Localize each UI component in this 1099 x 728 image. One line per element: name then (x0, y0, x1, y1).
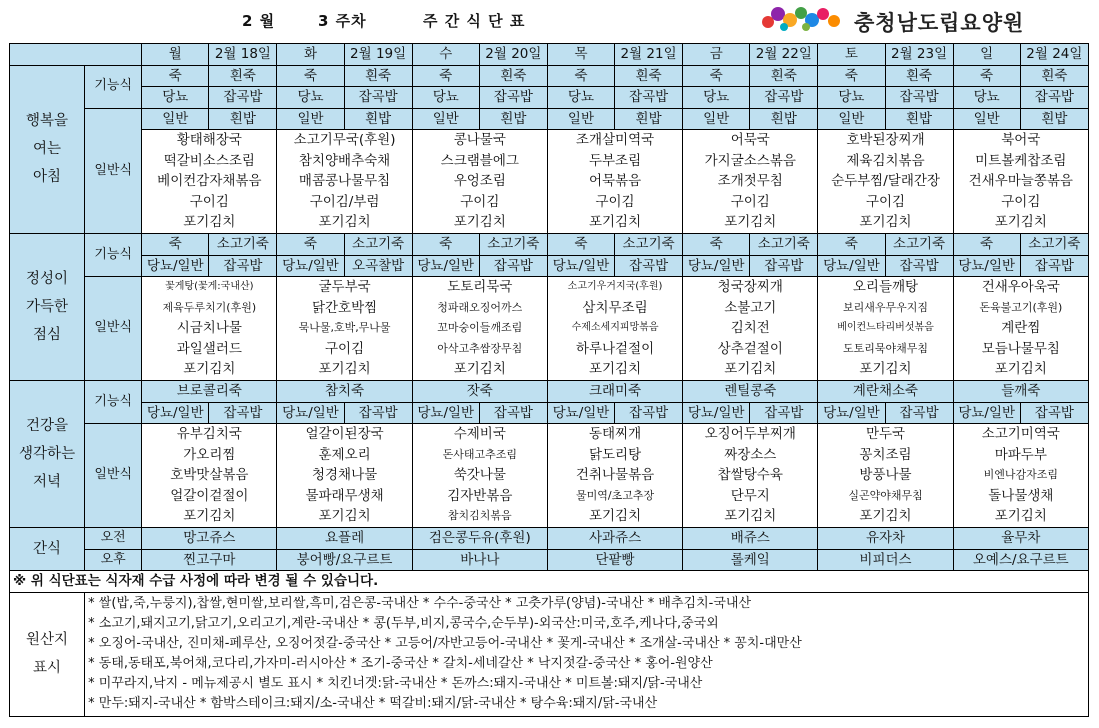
menu-item: 김자반볶음 (447, 487, 513, 504)
lunch-title (10, 234, 85, 381)
diabetic-cell: 잡곡밥 (750, 87, 818, 109)
menu-item: 점심 (33, 327, 62, 343)
dinner-general-label: 일반식 (85, 424, 142, 528)
menu-item: 김치전 (730, 320, 770, 337)
origin-title (10, 592, 85, 716)
porridge-cell: 죽 (277, 65, 344, 87)
menu-item: 구이김/부럼 (309, 193, 380, 210)
menu-item: 동태찌개 (588, 426, 642, 443)
menu-item: 청국장찌개 (717, 279, 783, 296)
menu-item: 돌나물생채 (988, 487, 1054, 504)
menu-item: 포기김치 (588, 361, 642, 378)
porridge-cell: 죽 (953, 65, 1020, 87)
diabetic-cell: 잡곡밥 (885, 255, 953, 277)
menu-title: 주 간 식 단 표 (423, 12, 526, 30)
porridge-cell: 잣죽 (412, 381, 547, 403)
diabetic-cell: 잡곡밥 (1020, 87, 1088, 109)
menu-item: 돈육불고기(후원) (979, 300, 1063, 314)
breakfast-general-cell (142, 130, 277, 234)
dinner-functional-label: 기능식 (85, 381, 142, 424)
general-rice-cell: 흰밥 (615, 108, 683, 130)
diabetic-cell: 잡곡밥 (615, 402, 683, 424)
menu-item: 스크램블에그 (440, 152, 519, 169)
menu-item: 떡갈비소스조림 (163, 152, 255, 169)
diabetic-cell: 잡곡밥 (885, 87, 953, 109)
porridge-cell: 죽 (818, 65, 885, 87)
snack-title: 간식 (10, 528, 85, 571)
breakfast-title (10, 65, 85, 234)
day-date: 2월 23일 (885, 44, 953, 66)
menu-item: 우엉조림 (453, 173, 506, 190)
menu-item: 포기김치 (724, 214, 777, 231)
menu-item: 짜장소스 (724, 446, 777, 463)
menu-item: 황태해장국 (176, 132, 242, 149)
menu-item: 포기김치 (183, 361, 236, 378)
dinner-general-cell (277, 424, 412, 528)
snack-am-cell: 망고쥬스 (142, 528, 277, 550)
diabetic-cell: 당뇨 (412, 87, 479, 109)
menu-item: 구이김 (325, 340, 365, 357)
corner-cell (10, 44, 142, 66)
menu-item: 오리들깨탕 (852, 279, 919, 296)
diabetic-cell: 잡곡밥 (1020, 255, 1088, 277)
menu-item: 닭도리탕 (588, 446, 642, 463)
diabetic-cell: 당뇨/일반 (547, 402, 614, 424)
diabetic-cell: 당뇨/일반 (412, 255, 479, 277)
origin-line: * 쌀(밥,죽,누룽지),찹쌀,현미쌀,보리쌀,흑미,검은콩-국내산 * 수수-중국산 * 고춧가루(양념)-국내산 * 배추김치-국내산 (88, 596, 752, 611)
menu-item: 시금치나물 (176, 320, 242, 337)
diabetic-cell: 당뇨/일반 (277, 402, 344, 424)
menu-item: 포기김치 (724, 361, 777, 378)
notice-text: ※ 위 식단표는 식자재 수급 사정에 따라 변경 될 수 있습니다. (10, 571, 1089, 593)
porridge-cell: 죽 (953, 234, 1020, 256)
menu-item: 삼치무조림 (582, 299, 648, 316)
day-name: 일 (953, 44, 1020, 66)
menu-item: 건취나물볶음 (575, 467, 655, 484)
menu-item: 건강을 (26, 418, 69, 434)
origin-line: * 동태,동태포,북어채,코다리,가자미-러시아산 * 조기-중국산 * 갈치-세네갈산 * 낙지젓갈-중국산 * 홍어-원양산 (88, 656, 713, 671)
porridge-cell: 소고기죽 (885, 234, 953, 256)
snack-am-cell: 사과쥬스 (547, 528, 682, 550)
menu-item: 도토리묵야채무침 (843, 341, 929, 355)
general-rice-cell: 흰밥 (885, 108, 953, 130)
diabetic-cell: 당뇨 (277, 87, 344, 109)
diabetic-cell: 당뇨/일반 (142, 255, 209, 277)
menu-item: 포기김치 (453, 361, 506, 378)
general-rice-cell: 흰밥 (479, 108, 547, 130)
dinner-general-cell (953, 424, 1088, 528)
porridge-cell: 죽 (683, 234, 750, 256)
snack-pm-label: 오후 (85, 549, 142, 571)
diabetic-cell: 잡곡밥 (615, 87, 683, 109)
menu-item: 표시 (33, 660, 62, 676)
diabetic-cell: 잡곡밥 (1020, 402, 1088, 424)
menu-item: 굴두부국 (318, 279, 371, 296)
snack-pm-cell: 단팥빵 (547, 549, 682, 571)
menu-item: 건새우아욱국 (981, 279, 1060, 296)
menu-item: 만두국 (865, 426, 906, 443)
day-name: 목 (547, 44, 614, 66)
menu-item: 꽃게탕(꽃게:국내산) (165, 281, 254, 293)
menu-item: 호박된장찌개 (846, 132, 925, 149)
menu-item: 비엔나감자조림 (983, 468, 1058, 482)
general-rice-cell: 일반 (953, 108, 1020, 130)
menu-item: 포기김치 (183, 508, 236, 525)
diabetic-cell: 당뇨/일반 (412, 402, 479, 424)
origin-list (85, 592, 1089, 716)
day-name: 수 (412, 44, 479, 66)
menu-item: 포기김치 (859, 508, 912, 525)
porridge-cell: 흰죽 (344, 65, 412, 87)
porridge-cell: 죽 (547, 65, 614, 87)
porridge-cell: 흰죽 (615, 65, 683, 87)
snack-pm-cell: 붕어빵/요구르트 (277, 549, 412, 571)
snack-pm-cell: 찐고구마 (142, 549, 277, 571)
menu-item: 포기김치 (994, 508, 1047, 525)
diabetic-cell: 잡곡밥 (750, 402, 818, 424)
menu-item: 계란찜 (1001, 320, 1041, 337)
menu-item: 꼬마숭이들깨조림 (437, 321, 523, 335)
menu-item: 실곤약야채무침 (848, 488, 923, 502)
menu-item: 참치김치볶음 (447, 509, 512, 523)
diabetic-cell: 잡곡밥 (479, 87, 547, 109)
menu-item: 쑥갓나물 (453, 467, 506, 484)
breakfast-functional-label: 기능식 (85, 65, 142, 108)
menu-item: 행복을 (26, 113, 69, 130)
menu-item: 구이김 (189, 193, 229, 210)
general-rice-cell: 일반 (818, 108, 885, 130)
lunch-general-cell (547, 277, 682, 381)
menu-item: 찹쌀탕수육 (717, 467, 783, 484)
menu-item: 물파래무생채 (305, 487, 384, 504)
porridge-cell: 흰죽 (1020, 65, 1088, 87)
menu-item: 꽁치조림 (859, 446, 912, 463)
menu-item: 포기김치 (588, 214, 642, 231)
origin-line: * 만두:돼지-국내산 * 함박스테이크:돼지/소-국내산 * 떡갈비:돼지/닭-국내산 * 탕수육:돼지/닭-국내산 (88, 696, 658, 711)
general-rice-cell: 흰밥 (750, 108, 818, 130)
menu-item: 보리새우무우지짐 (843, 300, 929, 314)
dinner-general-cell (412, 424, 547, 528)
general-rice-cell: 흰밥 (209, 108, 277, 130)
lunch-general-cell (953, 277, 1088, 381)
menu-item: 포기김치 (724, 508, 777, 525)
menu-item: 수제비국 (453, 426, 506, 443)
day-name: 금 (683, 44, 750, 66)
menu-item: 구이김 (865, 193, 906, 210)
origin-line: * 소고기,돼지고기,닭고기,오리고기,계란-국내산 * 콩(두부,비지,콩국수,순두부)-외국산:미국,호주,케나다,중국외 (88, 616, 719, 631)
origin-line: * 미꾸라지,낙지 - 메뉴제공시 별도 표시 * 치킨너겟:닭-국내산 * 돈까스:돼지-국내산 * 미트볼:돼지/닭-국내산 (88, 676, 703, 691)
menu-item: 포기김치 (318, 214, 371, 231)
week-label: 3 주차 (318, 12, 367, 30)
porridge-cell: 소고기죽 (1020, 234, 1088, 256)
menu-item: 상추겉절이 (717, 340, 783, 357)
dinner-general-cell (142, 424, 277, 528)
porridge-cell: 소고기죽 (615, 234, 683, 256)
menu-item: 물미역/초고추장 (575, 488, 655, 502)
dinner-general-cell (547, 424, 682, 528)
lunch-general-cell (277, 277, 412, 381)
day-date: 2월 19일 (344, 44, 412, 66)
diabetic-cell: 잡곡밥 (344, 87, 412, 109)
menu-item: 소고기무국(후원) (293, 132, 396, 149)
breakfast-general-cell (412, 130, 547, 234)
menu-item: 아삭고추쌈장무침 (437, 341, 523, 355)
menu-item: 조개살미역국 (575, 132, 655, 149)
menu-item: 포기김치 (183, 214, 236, 231)
porridge-cell: 흰죽 (750, 65, 818, 87)
menu-item: 생각하는 (19, 446, 76, 462)
menu-item: 호박맛살볶음 (170, 467, 249, 484)
snack-am-label: 오전 (85, 528, 142, 550)
menu-item: 포기김치 (859, 361, 912, 378)
menu-item: 가오리찜 (183, 446, 236, 463)
weekly-menu-table (9, 43, 1089, 717)
menu-item: 구이김 (460, 193, 500, 210)
menu-item: 가득한 (26, 299, 69, 315)
lunch-general-cell (818, 277, 953, 381)
menu-item: 청경채나물 (311, 467, 378, 484)
menu-item: 소고기우거지국(후원) (567, 281, 663, 293)
porridge-cell: 렌틸콩죽 (683, 381, 818, 403)
porridge-cell: 흰죽 (885, 65, 953, 87)
lunch-general-label: 일반식 (85, 277, 142, 381)
diabetic-cell: 잡곡밥 (209, 402, 277, 424)
snack-am-cell: 요플레 (277, 528, 412, 550)
porridge-cell: 소고기죽 (344, 234, 412, 256)
menu-item: 포기김치 (994, 214, 1047, 231)
menu-item: 청파래오징어까스 (437, 300, 523, 314)
porridge-cell: 죽 (142, 234, 209, 256)
menu-item: 아침 (33, 169, 62, 186)
porridge-cell: 브로콜리죽 (142, 381, 277, 403)
menu-item: 훈제오리 (318, 446, 371, 463)
diabetic-cell: 오곡찰밥 (344, 255, 412, 277)
general-rice-cell: 흰밥 (1020, 108, 1088, 130)
porridge-cell: 죽 (818, 234, 885, 256)
menu-item: 순두부찜/달래간장 (831, 173, 940, 190)
menu-item: 참치양배추숙채 (298, 152, 391, 169)
porridge-cell: 죽 (683, 65, 750, 87)
porridge-cell: 소고기죽 (479, 234, 547, 256)
diabetic-cell: 잡곡밥 (885, 402, 953, 424)
snack-am-cell: 율무차 (953, 528, 1088, 550)
menu-item: 베이컨감자채볶음 (157, 173, 262, 190)
day-name: 토 (818, 44, 885, 66)
menu-item: 베이컨느타리버섯볶음 (837, 322, 934, 334)
porridge-cell: 흰죽 (209, 65, 277, 87)
diabetic-cell: 당뇨/일반 (683, 402, 750, 424)
menu-item: 제육김치볶음 (846, 152, 925, 169)
menu-item: 구이김 (730, 193, 770, 210)
day-date: 2월 24일 (1020, 44, 1088, 66)
org-name: 충청남도립요양원 (854, 11, 1025, 35)
menu-item: 원산지 (26, 632, 69, 648)
diabetic-cell: 당뇨 (142, 87, 209, 109)
menu-item: 조개젓무침 (717, 173, 783, 190)
general-rice-cell: 흰밥 (344, 108, 412, 130)
menu-item: 포기김치 (994, 361, 1047, 378)
menu-item: 포기김치 (318, 361, 371, 378)
page-header (0, 0, 1099, 42)
general-rice-cell: 일반 (142, 108, 209, 130)
logo-flower-icon (760, 5, 848, 33)
diabetic-cell: 잡곡밥 (615, 255, 683, 277)
porridge-cell: 죽 (412, 234, 479, 256)
menu-item: 마파두부 (994, 446, 1047, 463)
menu-item: 여는 (33, 141, 62, 158)
diabetic-cell: 잡곡밥 (479, 402, 547, 424)
menu-item: 도토리묵국 (447, 279, 513, 296)
breakfast-general-cell (953, 130, 1088, 234)
diabetic-cell: 당뇨/일반 (142, 402, 209, 424)
breakfast-general-cell (547, 130, 682, 234)
menu-item: 단무지 (730, 487, 770, 504)
dinner-general-cell (683, 424, 818, 528)
menu-item: 건새우마늘쫑볶음 (968, 173, 1073, 190)
diabetic-cell: 당뇨 (953, 87, 1020, 109)
snack-am-cell: 검은콩두유(후원) (412, 528, 547, 550)
diabetic-cell: 당뇨/일반 (818, 255, 885, 277)
diabetic-cell: 잡곡밥 (209, 255, 277, 277)
diabetic-cell: 잡곡밥 (750, 255, 818, 277)
org-logo (760, 5, 1090, 35)
snack-pm-cell: 바나나 (412, 549, 547, 571)
menu-item: 소고기미역국 (981, 426, 1060, 443)
menu-item: 정성이 (26, 271, 69, 287)
day-name: 화 (277, 44, 344, 66)
porridge-cell: 죽 (142, 65, 209, 87)
porridge-cell: 죽 (277, 234, 344, 256)
dinner-title (10, 381, 85, 528)
snack-pm-cell: 비피더스 (818, 549, 953, 571)
menu-item: 유부김치국 (176, 426, 242, 443)
menu-item: 하루나겉절이 (575, 340, 655, 357)
menu-item: 저녁 (33, 474, 62, 490)
menu-item: 묵나물,호박,무나물 (298, 321, 391, 335)
menu-item: 포기김치 (859, 214, 912, 231)
day-date: 2월 21일 (615, 44, 683, 66)
porridge-cell: 죽 (412, 65, 479, 87)
porridge-cell: 소고기죽 (209, 234, 277, 256)
day-date: 2월 20일 (479, 44, 547, 66)
menu-item: 매콤콩나물무침 (298, 173, 391, 190)
menu-item: 구이김 (1001, 193, 1041, 210)
porridge-cell: 들깨죽 (953, 381, 1088, 403)
snack-pm-cell: 롤케잌 (683, 549, 818, 571)
lunch-functional-label: 기능식 (85, 234, 142, 277)
breakfast-general-label: 일반식 (85, 108, 142, 234)
lunch-general-cell (683, 277, 818, 381)
menu-item: 포기김치 (318, 508, 371, 525)
menu-item: 어묵볶음 (588, 173, 642, 190)
menu-item: 수제소세지피망볶음 (571, 322, 659, 334)
menu-item: 북어국 (1001, 132, 1041, 149)
general-rice-cell: 일반 (547, 108, 614, 130)
general-rice-cell: 일반 (277, 108, 344, 130)
month-label: 2 월 (242, 12, 276, 30)
diabetic-cell: 당뇨/일반 (277, 255, 344, 277)
day-date: 2월 22일 (750, 44, 818, 66)
menu-item: 어묵국 (730, 132, 770, 149)
breakfast-general-cell (818, 130, 953, 234)
day-date: 2월 18일 (209, 44, 277, 66)
menu-item: 방풍나물 (859, 467, 912, 484)
snack-am-cell: 유자차 (818, 528, 953, 550)
menu-item: 미트볼케찹조림 (975, 152, 1067, 169)
snack-pm-cell: 오예스/요구르트 (953, 549, 1088, 571)
porridge-cell: 소고기죽 (750, 234, 818, 256)
diabetic-cell: 잡곡밥 (344, 402, 412, 424)
diabetic-cell: 당뇨 (683, 87, 750, 109)
diabetic-cell: 당뇨/일반 (818, 402, 885, 424)
general-rice-cell: 일반 (412, 108, 479, 130)
porridge-cell: 죽 (547, 234, 614, 256)
menu-item: 콩나물국 (453, 132, 506, 149)
menu-item: 과일샐러드 (176, 340, 242, 357)
menu-item: 구이김 (595, 193, 635, 210)
origin-line: * 오징어-국내산, 진미채-페루산, 오징어젓갈-중국산 * 고등어/자반고등어-국내산 * 꽃게-국내산 * 조개살-국내산 * 꽁치-대만산 (88, 636, 802, 651)
diabetic-cell: 잡곡밥 (209, 87, 277, 109)
diabetic-cell: 당뇨/일반 (683, 255, 750, 277)
breakfast-general-cell (277, 130, 412, 234)
menu-item: 오징어두부찌개 (704, 426, 796, 443)
menu-item: 소불고기 (724, 299, 777, 316)
menu-item: 포기김치 (588, 508, 642, 525)
menu-item: 닭간호박찜 (311, 299, 378, 316)
menu-item: 가지굴소스볶음 (704, 152, 796, 169)
lunch-general-cell (142, 277, 277, 381)
porridge-cell: 흰죽 (479, 65, 547, 87)
menu-item: 제육두루치기(후원) (162, 300, 257, 314)
porridge-cell: 크래미죽 (547, 381, 682, 403)
snack-am-cell: 배쥬스 (683, 528, 818, 550)
menu-item: 돈사태고추조림 (442, 447, 517, 461)
lunch-general-cell (412, 277, 547, 381)
diabetic-cell: 당뇨 (547, 87, 614, 109)
diabetic-cell: 당뇨/일반 (547, 255, 614, 277)
day-name: 월 (142, 44, 209, 66)
menu-item: 모듬나물무침 (981, 340, 1060, 357)
porridge-cell: 참치죽 (277, 381, 412, 403)
dinner-general-cell (818, 424, 953, 528)
menu-item: 얼갈이겉절이 (170, 487, 249, 504)
breakfast-general-cell (683, 130, 818, 234)
menu-item: 두부조림 (588, 152, 642, 169)
menu-item: 얼갈이된장국 (305, 426, 384, 443)
porridge-cell: 계란채소죽 (818, 381, 953, 403)
menu-item: 포기김치 (453, 214, 506, 231)
diabetic-cell: 잡곡밥 (479, 255, 547, 277)
diabetic-cell: 당뇨 (818, 87, 885, 109)
diabetic-cell: 당뇨/일반 (953, 255, 1020, 277)
general-rice-cell: 일반 (683, 108, 750, 130)
diabetic-cell: 당뇨/일반 (953, 402, 1020, 424)
